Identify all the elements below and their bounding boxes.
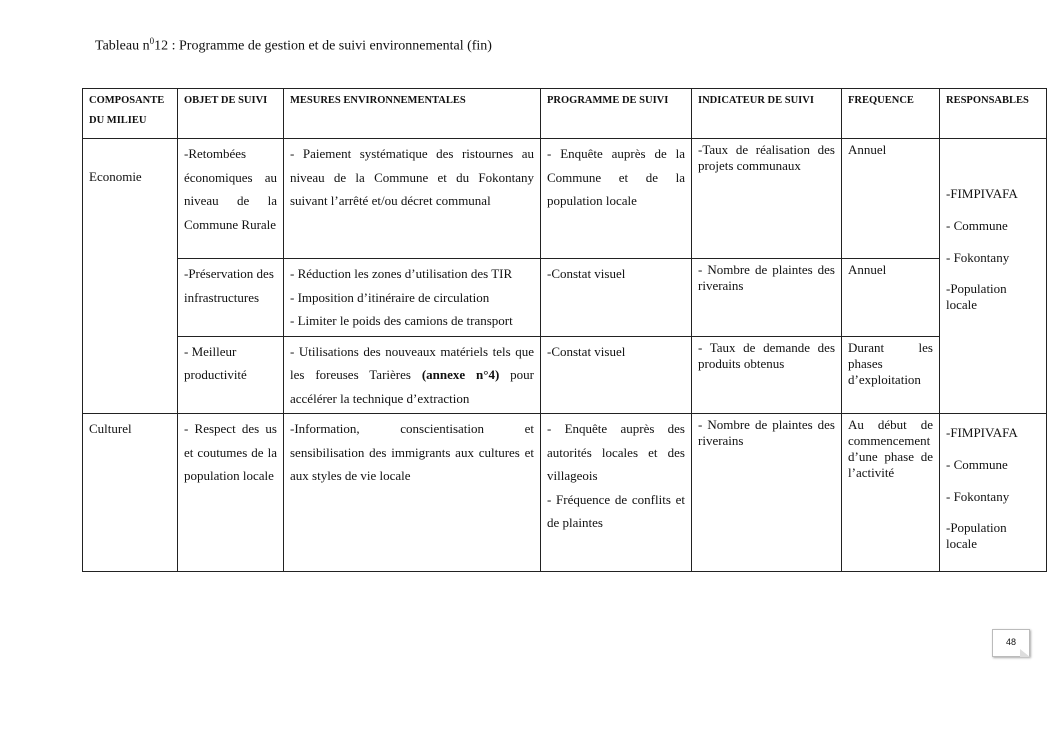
mesures-cell: - Utilisations des nouveaux matériels tels que les foreuses Tarières (annexe n°4) pour accélérer la technique d’extraction [284,336,541,414]
objet-cell: - Respect des us et coutumes de la population locale [178,414,284,572]
table-row [83,414,1047,572]
header-composante: COMPOSANTE DU MILIEU [83,89,178,139]
frequence-cell: Annuel [842,139,940,259]
mesures-cell: - Réduction les zones d’utilisation des TIR - Imposition d’itinéraire de circulation - Limiter le poids des camions de transport [284,259,541,337]
composante-cell: Economie [83,139,178,414]
programme-cell: -Constat visuel [541,259,692,337]
indicateur-cell: - Nombre de plaintes des riverains [692,259,842,337]
objet-cell: -Préservation des infrastructures [178,259,284,337]
mesures-cell: - Paiement systématique des ristournes au niveau de la Commune et du Fokontany suivant l’arrêté et/ou décret communal [284,139,541,259]
header-responsables: RESPONSABLES [940,89,1047,139]
responsable-item: -Population locale [946,520,1007,551]
responsable-item: - Commune [946,218,1008,233]
indicateur-cell: -Taux de réalisation des projets communaux [692,139,842,259]
indicateur-cell: - Nombre de plaintes des riverains [692,414,842,572]
responsable-item: -FIMPIVAFA [946,425,1018,440]
programme-cell: -Constat visuel [541,336,692,414]
responsable-item: -Population locale [946,281,1007,312]
mesures-cell: -Information, conscientisation et sensibilisation des immigrants aux cultures et aux styles de vie locale [284,414,541,572]
programme-cell: - Enquête auprès de la Commune et de la population locale [541,139,692,259]
table-row [83,139,1047,259]
frequence-cell: Annuel [842,259,940,337]
responsable-item: - Fokontany [946,250,1010,265]
page-number: 48 [992,629,1030,657]
indicateur-cell: - Taux de demande des produits obtenus [692,336,842,414]
responsables-cell [940,139,1047,414]
frequence-cell: Au début de commencement d’une phase de l’activité [842,414,940,572]
header-indicateur: INDICATEUR DE SUIVI [692,89,842,139]
table-row [83,336,1047,414]
objet-cell: - Meilleur productivité [178,336,284,414]
responsable-item: -FIMPIVAFA [946,186,1018,201]
responsable-item: - Fokontany [946,489,1010,504]
table-title: Tableau $n^012$ : Programme de gestion et de suivi environnemental (fin) [95,36,492,54]
responsable-item: - Commune [946,457,1008,472]
page-fold-icon [1020,649,1030,657]
environmental-monitoring-table [82,88,1047,572]
objet-cell: -Retombées économiques au niveau de la Commune Rurale [178,139,284,259]
programme-cell: - Enquête auprès des autorités locales et des villageois - Fréquence de conflits et de plaintes [541,414,692,572]
header-programme: PROGRAMME DE SUIVI [541,89,692,139]
frequence-cell: Durant les phases d’exploitation [842,336,940,414]
header-frequence: FREQUENCE [842,89,940,139]
header-objet: OBJET DE SUIVI [178,89,284,139]
header-row [83,89,1047,139]
table-row [83,259,1047,337]
header-mesures: MESURES ENVIRONNEMENTALES [284,89,541,139]
composante-cell: Culturel [83,414,178,572]
responsables-cell [940,414,1047,572]
